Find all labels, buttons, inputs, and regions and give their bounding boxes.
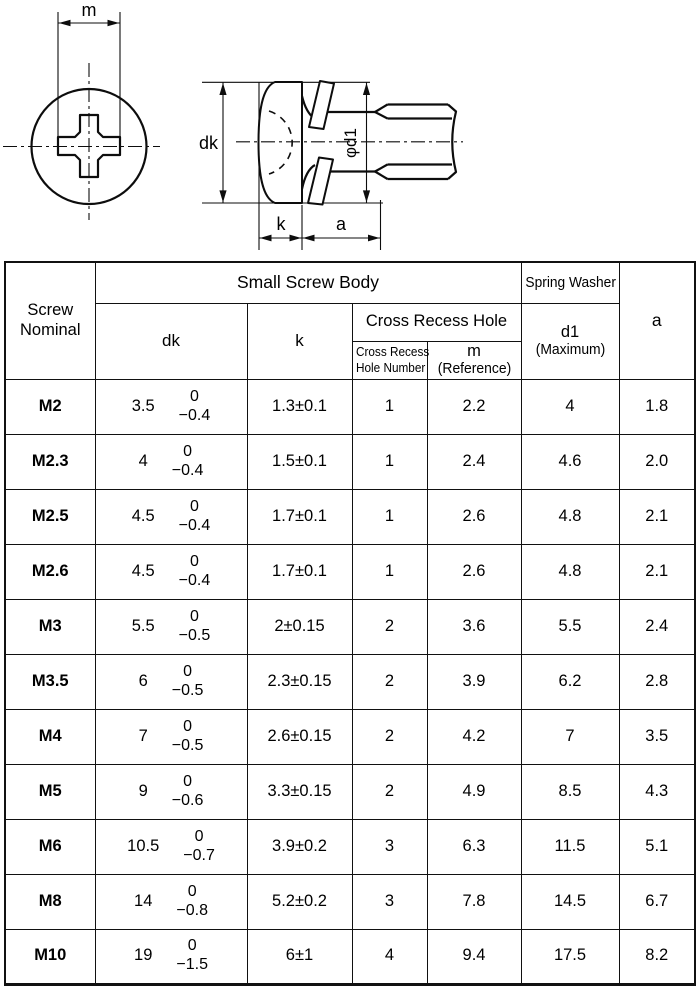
screw-nominal-cell: M8 — [5, 874, 95, 929]
header-line: Cross Recess — [355, 344, 429, 360]
dk-tolerance-upper: 0 — [190, 607, 199, 625]
arrowhead-icon — [363, 190, 370, 202]
dk-value: 9 — [138, 781, 148, 800]
dk-tolerance-lower: −0.7 — [183, 846, 215, 864]
dk-value-group — [96, 388, 247, 426]
arrowhead-icon — [219, 83, 226, 95]
header-row-2 — [5, 303, 695, 341]
screw-nominal-cell: M2 — [5, 379, 95, 434]
dk-cell — [95, 434, 247, 489]
dk-tolerance-lower: −0.6 — [171, 791, 204, 809]
header-line: (Reference) — [437, 361, 511, 378]
k-cell: 2.3±0.15 — [247, 654, 352, 709]
screw-nominal-cell: M3.5 — [5, 654, 95, 709]
a-cell: 3.5 — [619, 709, 695, 764]
header-screw-nominal — [5, 262, 95, 379]
dk-value-group — [96, 663, 247, 701]
dk-tolerance-upper: 0 — [183, 662, 193, 680]
dk-cell — [95, 819, 247, 874]
header-small-screw-body: Small Screw Body — [95, 262, 521, 303]
hole-number-cell: 1 — [352, 544, 427, 599]
m-reference-cell: 9.4 — [427, 929, 521, 984]
dim-label-a: a — [335, 214, 347, 234]
dk-tolerance-upper: 0 — [187, 937, 197, 955]
arrowhead-icon — [219, 190, 226, 202]
table-header — [5, 262, 695, 379]
hole-number-cell: 2 — [352, 709, 427, 764]
dk-value-group — [96, 718, 247, 756]
dk-cell — [95, 544, 247, 599]
m-reference-cell: 2.2 — [427, 379, 521, 434]
dim-label-k: k — [276, 214, 286, 234]
dk-tolerance — [176, 937, 208, 975]
dk-tolerance — [172, 443, 204, 481]
hole-number-cell: 1 — [352, 434, 427, 489]
d1-cell: 4.6 — [521, 434, 619, 489]
dk-tolerance — [179, 388, 211, 426]
dk-value-group — [96, 883, 247, 921]
dk-cell — [95, 379, 247, 434]
screw-nominal-cell: M6 — [5, 819, 95, 874]
m-reference-cell: 4.2 — [427, 709, 521, 764]
dk-tolerance — [179, 553, 211, 591]
d1-cell: 8.5 — [521, 764, 619, 819]
hole-number-cell: 2 — [352, 654, 427, 709]
dk-value: 10.5 — [127, 836, 160, 855]
screw-nominal-cell: M2.6 — [5, 544, 95, 599]
spring-washer-lower — [308, 158, 333, 205]
a-cell: 8.2 — [619, 929, 695, 984]
k-cell: 2±0.15 — [247, 599, 352, 654]
dk-tolerance-lower: −0.4 — [178, 516, 211, 534]
dk-tolerance — [176, 883, 208, 921]
m-reference-cell: 3.9 — [427, 654, 521, 709]
dk-tolerance-upper: 0 — [187, 882, 197, 900]
dk-tolerance-upper: 0 — [194, 827, 204, 845]
arrowhead-icon — [303, 235, 315, 242]
header-row-1 — [5, 262, 695, 303]
a-cell: 2.4 — [619, 599, 695, 654]
dk-value-group — [96, 773, 247, 811]
header-a: a — [619, 262, 695, 379]
header-dk: dk — [95, 303, 247, 379]
dimension-d1 — [341, 82, 370, 203]
dk-value-group — [96, 828, 247, 866]
dk-tolerance-lower: −0.8 — [176, 901, 208, 919]
k-cell: 1.3±0.1 — [247, 379, 352, 434]
dk-cell — [95, 874, 247, 929]
d1-cell: 7 — [521, 709, 619, 764]
d1-cell: 4 — [521, 379, 619, 434]
thread-start-upper — [375, 105, 388, 119]
header-line: Screw — [27, 301, 74, 319]
k-cell: 1.7±0.1 — [247, 544, 352, 599]
d1-cell: 11.5 — [521, 819, 619, 874]
table-row — [5, 764, 695, 819]
k-cell: 6±1 — [247, 929, 352, 984]
dimension-dk — [199, 82, 227, 203]
table-row — [5, 544, 695, 599]
hole-number-cell: 4 — [352, 929, 427, 984]
dk-value: 4.5 — [131, 506, 155, 525]
dk-tolerance — [172, 773, 204, 811]
hole-number-cell: 1 — [352, 379, 427, 434]
dk-value-group — [96, 443, 247, 481]
dk-tolerance-upper: 0 — [183, 442, 193, 460]
d1-cell: 6.2 — [521, 654, 619, 709]
table-row — [5, 434, 695, 489]
header-line: Nominal — [19, 320, 81, 339]
arrowhead-icon — [363, 83, 370, 95]
m-reference-cell: 2.4 — [427, 434, 521, 489]
dk-tolerance-lower: −0.5 — [178, 626, 211, 644]
table-row — [5, 929, 695, 984]
hole-number-cell: 3 — [352, 874, 427, 929]
dk-value-group — [96, 498, 247, 536]
dimension-k — [259, 214, 302, 241]
dim-label-dk: dk — [198, 133, 218, 153]
table-row — [5, 709, 695, 764]
a-cell: 6.7 — [619, 874, 695, 929]
dk-cell — [95, 929, 247, 984]
header-line: m — [467, 341, 481, 360]
pan-head-outline — [259, 82, 303, 203]
header-line: (Maximum) — [535, 342, 605, 359]
dk-value-group — [96, 937, 247, 975]
technical-drawing — [0, 0, 700, 260]
dk-tolerance-lower: −0.5 — [171, 736, 204, 754]
thread-start-lower — [375, 165, 388, 180]
k-cell: 3.9±0.2 — [247, 819, 352, 874]
screw-nominal-cell: M5 — [5, 764, 95, 819]
k-cell: 5.2±0.2 — [247, 874, 352, 929]
header-line: Hole Number — [355, 360, 425, 376]
hole-number-cell: 2 — [352, 764, 427, 819]
dimension-a — [302, 214, 381, 241]
screw-side-view — [199, 81, 463, 250]
dk-tolerance-lower: −0.4 — [171, 461, 204, 479]
dk-cell — [95, 709, 247, 764]
screw-spec-table — [4, 261, 696, 986]
hole-number-cell: 2 — [352, 599, 427, 654]
dk-value: 6 — [138, 671, 148, 690]
dk-value: 19 — [134, 946, 153, 965]
screw-nominal-cell: M2.3 — [5, 434, 95, 489]
header-line: d1 — [560, 322, 580, 341]
m-reference-cell: 6.3 — [427, 819, 521, 874]
header-line: Spring Washer — [524, 274, 616, 291]
dim-label-m: m — [81, 0, 97, 20]
dk-tolerance-lower: −0.5 — [171, 681, 204, 699]
k-cell: 2.6±0.15 — [247, 709, 352, 764]
dk-value-group — [96, 553, 247, 591]
d1-cell: 14.5 — [521, 874, 619, 929]
dk-cell — [95, 764, 247, 819]
dk-tolerance — [179, 498, 211, 536]
arrowhead-icon — [260, 235, 272, 242]
dk-value: 14 — [134, 891, 153, 910]
dk-tolerance-upper: 0 — [190, 552, 199, 570]
a-cell: 2.0 — [619, 434, 695, 489]
a-cell: 1.8 — [619, 379, 695, 434]
table-row — [5, 654, 695, 709]
a-cell: 2.8 — [619, 654, 695, 709]
header-cross-recess-hole-number — [352, 341, 427, 379]
dk-tolerance-upper: 0 — [190, 387, 199, 405]
screw-nominal-cell: M3 — [5, 599, 95, 654]
dk-tolerance — [183, 828, 215, 866]
arrowhead-icon — [108, 20, 120, 26]
header-k: k — [247, 303, 352, 379]
dk-tolerance — [179, 608, 211, 646]
screw-nominal-cell: M2.5 — [5, 489, 95, 544]
hole-number-cell: 1 — [352, 489, 427, 544]
arrowhead-icon — [59, 20, 71, 26]
dk-value: 4 — [138, 451, 148, 470]
header-m-reference — [427, 341, 521, 379]
dk-tolerance-lower: −0.4 — [178, 406, 211, 424]
screw-nominal-cell: M4 — [5, 709, 95, 764]
dk-value: 3.5 — [131, 396, 155, 415]
table-row — [5, 874, 695, 929]
m-reference-cell: 7.8 — [427, 874, 521, 929]
table-body — [5, 379, 695, 984]
dk-tolerance — [172, 718, 204, 756]
table-row — [5, 489, 695, 544]
dk-tolerance-upper: 0 — [190, 497, 199, 515]
hole-number-cell: 3 — [352, 819, 427, 874]
header-spring-washer — [521, 262, 619, 303]
dk-tolerance-upper: 0 — [183, 772, 193, 790]
header-d1-maximum — [521, 303, 619, 379]
d1-cell: 17.5 — [521, 929, 619, 984]
header-cross-recess-hole: Cross Recess Hole — [352, 303, 521, 341]
screw-head-front-view — [3, 0, 160, 220]
k-cell: 1.5±0.1 — [247, 434, 352, 489]
m-reference-cell: 3.6 — [427, 599, 521, 654]
m-reference-cell: 2.6 — [427, 544, 521, 599]
dk-value: 5.5 — [131, 616, 155, 635]
dk-value: 4.5 — [131, 561, 155, 580]
dim-label-d1: φd1 — [341, 128, 360, 158]
table-row — [5, 599, 695, 654]
a-cell: 5.1 — [619, 819, 695, 874]
a-cell: 2.1 — [619, 544, 695, 599]
arrowhead-icon — [290, 235, 302, 242]
dk-tolerance-lower: −1.5 — [176, 956, 208, 974]
d1-cell: 4.8 — [521, 544, 619, 599]
a-cell: 4.3 — [619, 764, 695, 819]
dk-value-group — [96, 608, 247, 646]
m-reference-cell: 4.9 — [427, 764, 521, 819]
table-row — [5, 379, 695, 434]
a-cell: 2.1 — [619, 489, 695, 544]
screw-nominal-cell: M10 — [5, 929, 95, 984]
k-cell: 1.7±0.1 — [247, 489, 352, 544]
dk-tolerance-lower: −0.4 — [178, 571, 211, 589]
arrowhead-icon — [368, 235, 380, 242]
specification-table — [4, 261, 696, 986]
dk-cell — [95, 654, 247, 709]
k-cell: 3.3±0.15 — [247, 764, 352, 819]
dk-cell — [95, 599, 247, 654]
d1-cell: 4.8 — [521, 489, 619, 544]
d1-cell: 5.5 — [521, 599, 619, 654]
table-row — [5, 819, 695, 874]
dk-cell — [95, 489, 247, 544]
dk-tolerance-upper: 0 — [183, 717, 193, 735]
spring-washer-upper — [309, 81, 334, 129]
dk-value: 7 — [138, 726, 148, 745]
m-reference-cell: 2.6 — [427, 489, 521, 544]
dk-tolerance — [172, 663, 204, 701]
